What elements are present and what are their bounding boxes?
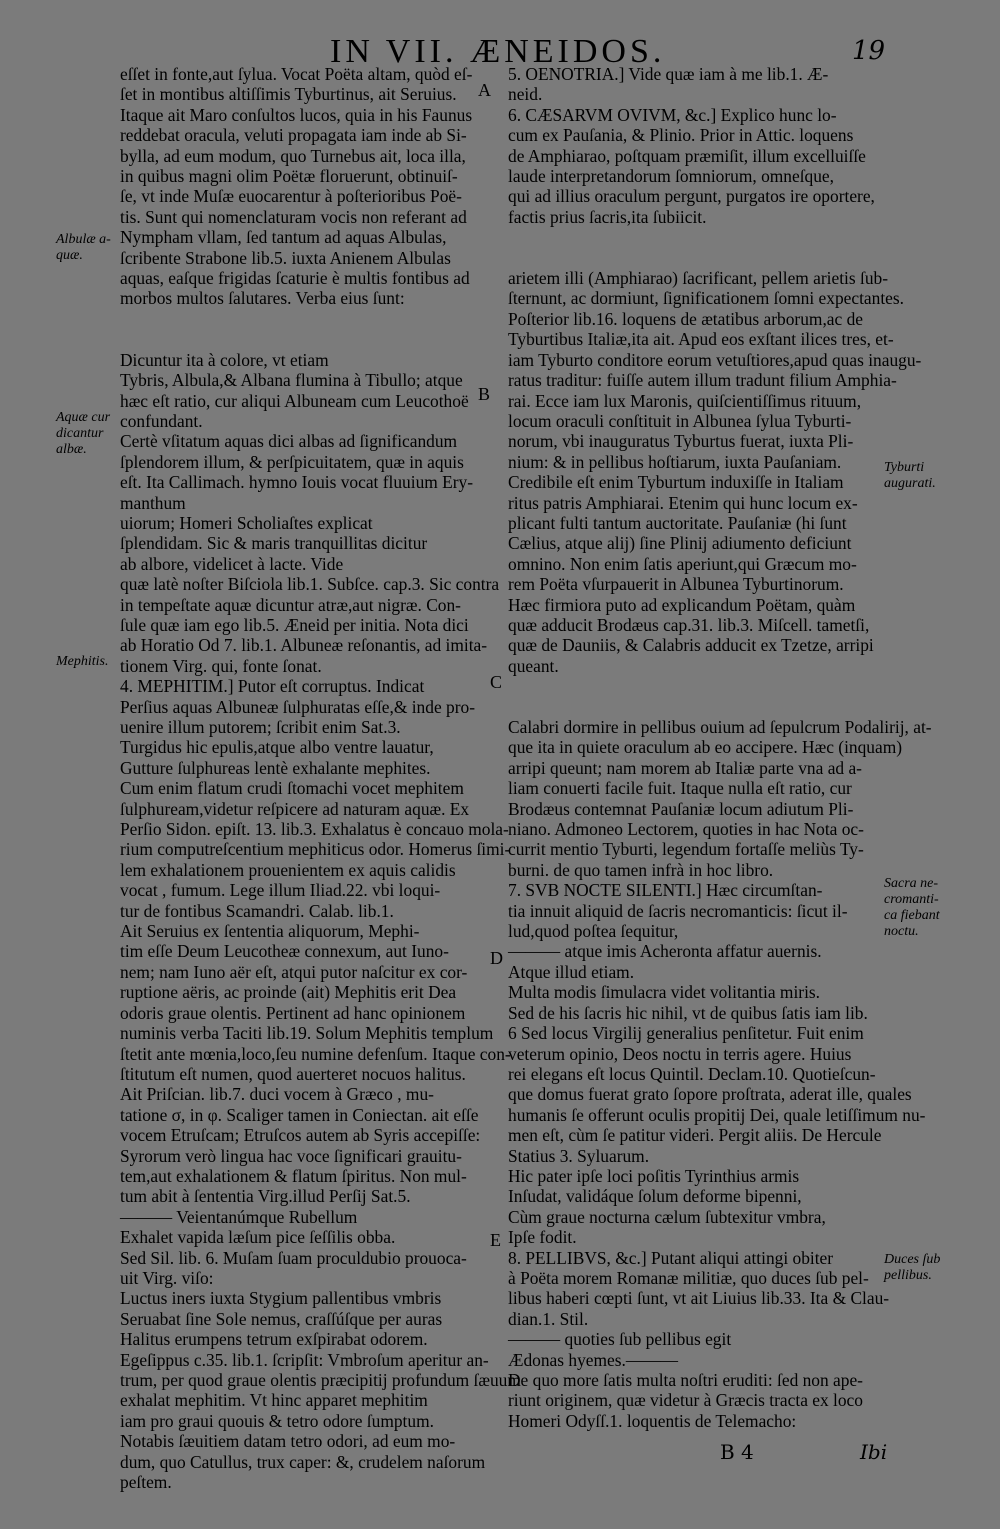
text-line: Halitus erumpens tetrum exſpirabat odorem.: [120, 1329, 428, 1350]
text-line: factis prius ſacris,ita ſubiicit.: [508, 206, 707, 227]
text-line: De quo more ſatis multa noſtri eruditi: ſed non ape-: [508, 1370, 863, 1390]
text-line: Ipſe fodit.: [508, 1227, 577, 1248]
text-line: ſtetit ante mœnia,loco,ſeu numine defenſum. Itaque con-: [120, 1043, 511, 1064]
text-line: Gutture ſulphureas lentè exhalante mephites.: [120, 757, 431, 778]
text-line: vocem Etruſcam; Etruſcos autem ab Syris accepiſſe:: [120, 1125, 481, 1146]
text-line: eſt. Ita Callimach. hymno Iouis vocat fluuium Ery-: [120, 472, 474, 493]
text-line: Multa modis ſimulacra videt volitantia miris.: [508, 982, 821, 1003]
text-line: [120, 309, 488, 329]
text-line: [508, 248, 882, 268]
margin-note-duces: Duces ſub pellibus.: [884, 1252, 941, 1283]
text-line: tia innuit aliquid de ſacris necromanticis: ſicut il-: [508, 900, 848, 921]
text-line: qui ad illius oraculum pergunt, purgatos ire oportere,: [508, 186, 875, 207]
page-number: 19: [852, 36, 886, 66]
text-line: Perſius aquas Albuneæ ſulphuratas eſſe,& inde pro-: [120, 696, 475, 717]
text-line: tur de fontibus Scamandri. Calab. lib.1.: [120, 900, 394, 921]
text-line: [508, 697, 882, 717]
text-line: odoris graue olentis. Pertinent ad hanc opinionem: [120, 1002, 466, 1023]
text-line: uenire illum putorem; ſcribit enim Sat.3.: [120, 717, 401, 737]
text-line: nem; nam Iuno aër eſt, atqui putor naſcitur ex cor-: [120, 961, 468, 982]
text-line: quæ latè noſter Biſciola lib.1. Subſce. cap.3. Sic contra: [120, 574, 500, 595]
text-line: Nympham vllam, ſed tantum ad aquas Albulas,: [120, 227, 447, 248]
text-line: Hic pater ipſe loci poſitis Tyrinthius armis: [508, 1165, 800, 1186]
text-line: peſtem.: [120, 1472, 172, 1493]
text-line: Calabri dormire in pellibus ouium ad ſepulcrum Podalirij, at-: [508, 717, 932, 737]
text-line: veterum opinio, Deos noctu in terris agere. Huius: [508, 1043, 852, 1064]
text-line: burni. de quo tamen infrà in hoc libro.: [508, 859, 774, 880]
text-line: ——— atque imis Acheronta affatur auernis.: [508, 941, 822, 962]
text-line: ——— Veientanúmque Rubellum: [120, 1206, 358, 1227]
text-line: rium computreſcentium mephiticus odor. Homerus ſimi-: [120, 839, 511, 860]
text-line: Brodæus contemnat Pauſaniæ locum adiutum Pli-: [508, 798, 854, 819]
text-line: ſcribente Strabone lib.5. iuxta Anienem Albulas: [120, 247, 451, 268]
text-line: Ait Priſcian. lib.7. duci vocem à Græco , mu-: [120, 1084, 434, 1105]
text-line: de Amphiarao, poſtquam præmiſit, illum excelluiſſe: [508, 145, 866, 166]
text-line: Cum enim flatum crudi ſtomachi vocet mephitem: [120, 778, 464, 799]
text-line: Notabis ſæuitiem datam tetro odori, ad eum mo-: [120, 1431, 456, 1452]
text-line: [508, 227, 882, 247]
section-marker-e: E: [490, 1230, 501, 1250]
text-line: plicant fulti tantum auctoritate. Pauſaniæ (hi ſunt: [508, 512, 847, 533]
section-marker-b: B: [478, 384, 491, 404]
text-line: à Poëta morem Romanæ militiæ, quo duces ſub pel-: [508, 1267, 869, 1288]
margin-note-tyburti: Tyburti augurati.: [884, 460, 936, 491]
text-line: lud,quod poſtea ſequitur,: [508, 921, 679, 942]
text-line: norum, vbi inauguratus Tyburtus fuerat, iuxta Pli-: [508, 431, 854, 452]
text-line: liam conuerti facile fuit. Itaque nulla eſt ratio, cur: [508, 778, 852, 799]
text-line: dian.1. Stil.: [508, 1308, 589, 1329]
catchword: Ibi: [860, 1440, 888, 1464]
text-line: hæc eſt ratio, cur aliqui Albuneam cum Leucothoë: [120, 390, 469, 411]
text-line: ——— quoties ſub pellibus egit: [508, 1329, 732, 1350]
text-line: ſplendidam. Sic & maris tranquillitas dicitur: [120, 533, 428, 554]
text-line: bylla, ad eum modum, quo Turnebus ait, loca illa,: [120, 145, 466, 166]
text-line: lem exhalationem prouenientem ex aquis calidis: [120, 859, 456, 880]
text-line: Hæc firmiora puto ad explicandum Poëtam, quàm: [508, 594, 856, 615]
text-line: confundant.: [120, 410, 203, 431]
text-line: ritus patris Amphiarai. Etenim qui hunc locum ex-: [508, 492, 858, 513]
text-line: ab albore, videlicet à lacte. Vide: [120, 553, 344, 574]
text-line: Egeſippus c.35. lib.1. ſcripſit: Vmbroſum aperitur an-: [120, 1349, 489, 1370]
text-line: tis. Sunt qui nomenclaturam vocis non referant ad: [120, 206, 467, 227]
text-line: numinis verba Taciti lib.19. Solum Mephitis templum: [120, 1023, 494, 1044]
text-line: Homeri Odyſſ.1. loquentis de Telemacho:: [508, 1410, 797, 1431]
text-line: rem Poëta vſurpauerit in Albunea Tyburtinorum.: [508, 574, 844, 595]
text-line: Perſio Sidon. epiſt. 13. lib.3. Exhalatus è concauo mola-: [120, 819, 509, 840]
text-line: tatione σ, in φ. Scaliger tamen in Coniectan. ait eſſe: [120, 1104, 479, 1125]
page-footer: [0, 1440, 1000, 1470]
text-line: 5. OENOTRIA.] Vide quæ iam à me lib.1. Æ-: [508, 64, 829, 84]
text-line: omnino. Non enim ſatis aperiunt,qui Græcum mo-: [508, 553, 857, 574]
text-line: Luctus iners iuxta Stygium pallentibus vmbris: [120, 1288, 442, 1309]
text-line: riunt originem, quæ videtur à Græcis tracta ex loco: [508, 1390, 863, 1411]
text-line: eſſet in fonte,aut ſylua. Vocat Poëta altam, quòd eſ-: [120, 64, 473, 84]
text-line: locum oraculi conſtituit in Albunea ſylua Tyburti-: [508, 410, 852, 431]
text-line: tum abit à ſententia Virg.illud Perſij Sat.5.: [120, 1186, 411, 1207]
text-line: 6 Sed locus Virgilij generalius penſitetur. Fuit enim: [508, 1023, 864, 1044]
text-line: tionem Virg. qui, fonte ſonat.: [120, 655, 322, 676]
text-line: neid.: [508, 84, 543, 105]
text-line: Ædonas hyemes.———: [508, 1349, 679, 1370]
text-line: ſe, vt inde Muſæ euocarentur à poſterioribus Poë-: [120, 186, 462, 207]
text-line: Certè vſitatum aquas dici albas ad ſignificandum: [120, 431, 458, 452]
text-line: que ita in quiete oraculum ab eo accipere. Hæc (inquam): [508, 737, 903, 758]
text-line: Tybris, Albula,& Albana flumina à Tibullo; atque: [120, 370, 463, 391]
text-line: [120, 329, 488, 349]
text-line: 8. PELLIBVS, &c.] Putant aliqui attingi obiter: [508, 1247, 834, 1268]
text-line: Cùm graue nocturna cælum ſubtexitur vmbra,: [508, 1206, 826, 1227]
margin-note-aquae-albae: Aquæ cur dicantur albæ.: [56, 410, 111, 457]
text-line: vocat , fumum. Lege illum Iliad.22. vbi loqui-: [120, 880, 441, 901]
text-line: Sed Sil. lib. 6. Muſam ſuam proculdubio prouoca-: [120, 1247, 467, 1268]
text-line: nium: & in pellibus hoſtiarum, iuxta Pauſaniam.: [508, 451, 842, 472]
text-line: ſternunt, ac dormiunt, ſignificationem ſomni expectantes.: [508, 288, 905, 309]
text-line: niano. Admoneo Lectorem, quoties in hac Nota oc-: [508, 819, 864, 840]
text-line: trum, per quod graue olentis præcipitij profundum ſæuum: [120, 1370, 521, 1390]
text-line: dum, quo Catullus, trux caper: &, crudelem naſorum: [120, 1451, 486, 1472]
text-line: ſtitutum eſt numen, quod auerteret nocuos halitus.: [120, 1063, 466, 1084]
text-line: queant.: [508, 655, 559, 676]
text-line: Dicuntur ita à colore, vt etiam: [120, 349, 329, 370]
text-line: Syrorum verò lingua hac voce ſignificari grauitu-: [120, 1145, 462, 1166]
text-line: ſplendorem illum, & perſpicuitatem, quæ in aquis: [120, 451, 464, 472]
text-line: currit mentio Tyburti, legendum fortaſſe meliùs Ty-: [508, 839, 864, 860]
text-line: rai. Ecce iam lux Maronis, quiſcientiſſimus rituum,: [508, 390, 862, 411]
text-line: ſet in montibus altiſſimis Tyburtinus, ait Seruius.: [120, 84, 457, 105]
text-line: quæ de Dauniis, & Calabris adducit ex Tzetze, arripi: [508, 635, 874, 656]
text-line: Poſterior lib.16. loquens de ætatibus arborum,ac de: [508, 308, 863, 329]
text-line: Seruabat ſine Sole nemus, craſſúſque per auras: [120, 1308, 443, 1329]
section-marker-d: D: [490, 948, 503, 968]
text-line: ruptione aëris, ac proinde (ait) Mephitis erit Dea: [120, 982, 457, 1003]
text-line: Itaque ait Maro conſultos lucos, quia in his Faunus: [120, 104, 473, 125]
text-line: rei elegans eſt locus Quintil. Declam.10. Quotieſcun-: [508, 1063, 876, 1084]
text-line: Turgidus hic epulis,atque albo ventre lauatur,: [120, 737, 434, 758]
left-text-column: [120, 64, 521, 1493]
text-line: 4. MEPHITIM.] Putor eſt corruptus. Indicat: [120, 676, 425, 697]
text-line: ab Horatio Od 7. lib.1. Albuneæ reſonantis, ad imita-: [120, 635, 488, 656]
text-line: 6. CÆSARVM OVIVM, &c.] Explico hunc lo-: [508, 104, 837, 125]
text-line: Tyburtibus Italiæ,ita ait. Apud eos exſtant ilices tres, et-: [508, 329, 894, 350]
running-title: IN VII. ÆNEIDOS.: [330, 33, 666, 70]
text-line: Ait Seruius ex ſententia aliquorum, Mephi-: [120, 921, 420, 942]
text-line: manthum: [120, 492, 186, 513]
text-line: Inſudat, validáque ſolum deforme bipenni,: [508, 1186, 802, 1207]
signature-mark: B 4: [720, 1440, 754, 1464]
text-line: arripi queunt; nam morem ab Italiæ parte vna ad a-: [508, 757, 862, 778]
text-line: Statius 3. Syluarum.: [508, 1145, 650, 1166]
text-line: Exhalet vapida læſum pice ſeſſilis obba.: [120, 1227, 396, 1248]
margin-note-mephitis: Mephitis.: [56, 654, 109, 669]
text-line: in tempeſtate aquæ dicuntur atræ,aut nigræ. Con-: [120, 594, 461, 615]
text-line: libus haberi cœpti ſunt, vt ait Liuius lib.33. Ita & Clau-: [508, 1288, 890, 1309]
text-line: 7. SVB NOCTE SILENTI.] Hæc circumſtan-: [508, 880, 823, 901]
text-line: morbos multos ſalutares. Verba eius ſunt:: [120, 288, 405, 309]
text-line: tem,aut exhalationem & flatum ſpiritus. Non mul-: [120, 1165, 467, 1186]
text-line: ratus traditur: fuiſſe autem illum tradunt filium Amphia-: [508, 370, 897, 391]
margin-note-sacra-necromantica: Sacra ne- cromanti- ca fiebant noctu.: [884, 876, 940, 939]
text-line: quæ adducit Brodæus cap.31. lib.3. Miſcell. tametſi,: [508, 614, 870, 635]
text-line: tim eſſe Deum Leucotheæ connexum, aut Iuno-: [120, 941, 449, 962]
text-line: iam Tyburto conditore eorum vetuſtiores,apud quas inaugu-: [508, 349, 922, 370]
text-line: arietem illi (Amphiarao) ſacrificant, pellem arietis ſub-: [508, 268, 889, 289]
text-line: reddebat oracula, veluti propagata iam inde ab Si-: [120, 125, 467, 146]
text-line: Credibile eſt enim Tyburtum induxiſſe in Italiam: [508, 472, 844, 493]
text-line: aquas, eaſque frigidas ſcaturie è multis fontibus ad: [120, 268, 470, 289]
section-marker-a: A: [478, 80, 491, 100]
text-line: laude interpretandorum ſomniorum, omneſque,: [508, 166, 834, 187]
text-line: Sed de his ſacris hic nihil, vt de quibus ſatis iam lib.: [508, 1002, 868, 1023]
text-line: exhalat mephitim. Vt hinc apparet mephitim: [120, 1390, 428, 1411]
text-line: uiorum; Homeri Scholiaſtes explicat: [120, 512, 373, 533]
text-line: humanis ſe offerunt oculis propitij Dei, quale letiſſimum nu-: [508, 1104, 926, 1125]
text-line: in quibus magni olim Poëtæ floruerunt, obtinuiſ-: [120, 166, 458, 187]
text-line: ſulphuream,videtur reſpicere ad naturam aquæ. Ex: [120, 798, 470, 819]
margin-note-albulae: Albulæ a- quæ.: [56, 232, 111, 263]
text-line: iam pro graui quouis & tetro odore ſumptum.: [120, 1410, 434, 1431]
text-line: que domus fuerat grato ſopore proſtrata, aderat ille, quales: [508, 1084, 912, 1105]
text-line: Cælius, atque alij) ſine Plinij adiumento deficiunt: [508, 533, 852, 554]
text-line: Atque illud etiam.: [508, 961, 635, 982]
text-line: cum ex Pauſania, & Plinio. Prior in Attic. loquens: [508, 125, 854, 146]
text-line: men eſt, cùm ſe patitur videri. Pergit aliis. De Hercule: [508, 1125, 882, 1146]
section-marker-c: C: [490, 672, 503, 692]
text-line: [508, 676, 882, 696]
text-line: uit Virg. viſo:: [120, 1267, 214, 1288]
text-line: ſule quæ iam ego lib.5. Æneid per initia. Nota dici: [120, 614, 469, 635]
